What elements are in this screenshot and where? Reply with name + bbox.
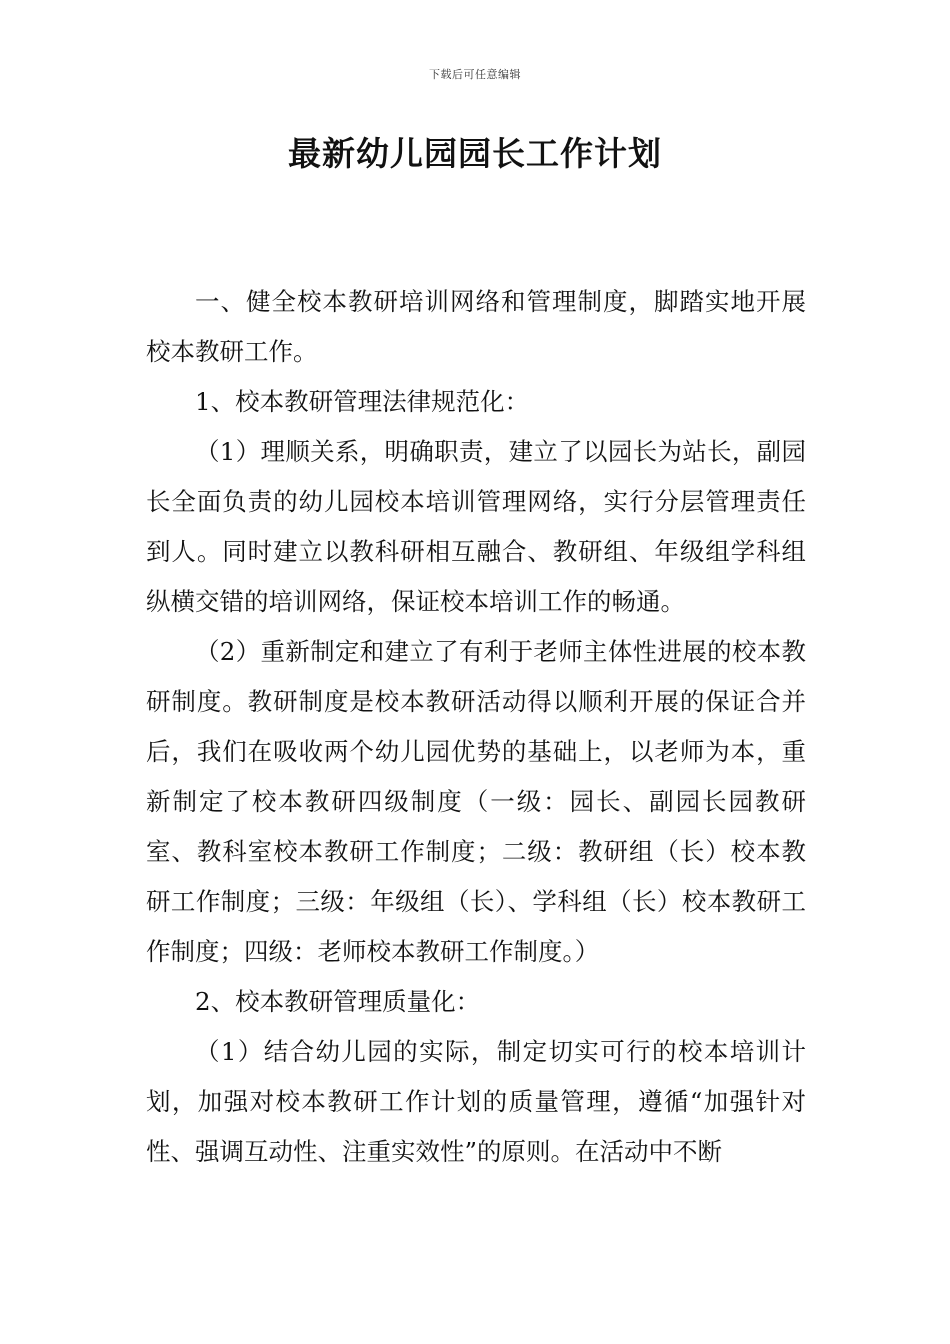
header-note: 下载后可任意编辑 xyxy=(429,68,521,81)
paragraph-subsection-2: 2、校本教研管理质量化： xyxy=(195,987,481,1016)
paragraph-section-1-heading: 一、健全校本教研培训网络和管理制度，脚踏实地开展校本教研工作。 xyxy=(146,287,806,366)
paragraph-item-1-1: （1）理顺关系，明确职责，建立了以园长为站长，副园长全面负责的幼儿园校本培训管理网络，实行分层管理责任到人。同时建立以教科研相互融合、教研组、年级组学科组纵横交错的培训网络，保证校本培训工作的畅通。 xyxy=(146,437,806,616)
document-body xyxy=(146,277,806,1177)
paragraph-item-1-2: （2）重新制定和建立了有利于老师主体性进展的校本教研制度。教研制度是校本教研活动得以顺利开展的保证合并后，我们在吸收两个幼儿园优势的基础上，以老师为本，重新制定了校本教研四级制度（一级：园长、副园长园教研室、教科室校本教研工作制度；二级：教研组（长）校本教研工作制度；三级：年级组（长）、学科组（长）校本教研工作制度；四级：老师校本教研工作制度。） xyxy=(146,637,806,966)
paragraph-subsection-1: 1、校本教研管理法律规范化： xyxy=(195,387,530,416)
document-title: 最新幼儿园园长工作计划 xyxy=(288,134,662,173)
paragraph-item-2-1: （1）结合幼儿园的实际，制定切实可行的校本培训计划，加强对校本教研工作计划的质量管理，遵循“加强针对性、强调互动性、注重实效性”的原则。在活动中不断 xyxy=(146,1037,806,1166)
